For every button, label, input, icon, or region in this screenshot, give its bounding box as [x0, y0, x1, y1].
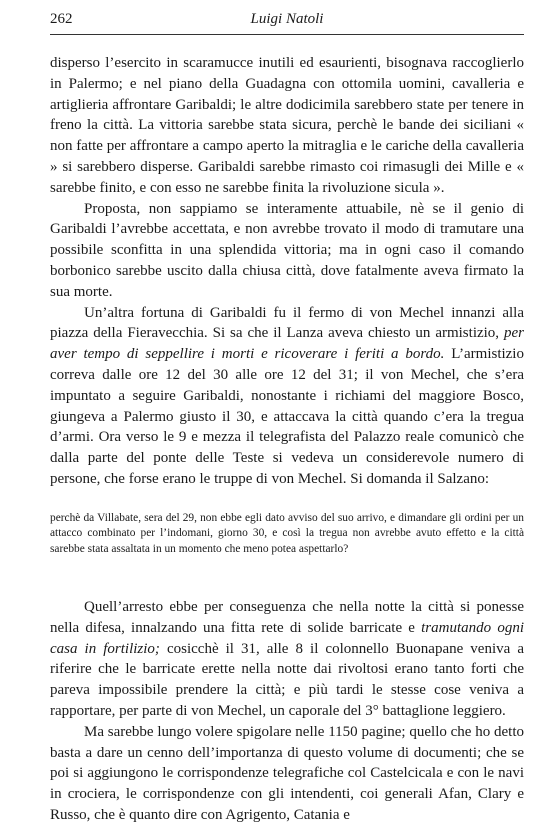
- paragraph-text: Un’altra fortuna di Garibaldi fu il fermo di von Mechel innanzi alla piazza della Fieravecchia. Si sa che il Lanza aveva chiesto un armistizio,: [50, 304, 524, 342]
- page-header: [50, 10, 524, 34]
- paragraph: Ma sarebbe lungo volere spigolare nelle 1150 pagine; quello che ho detto basta a dare un cenno dell’importanza di questo volume di documenti; che se poi si aggiungono le corrispondenze telegrafiche col Castelcicala e con le navi in crociera, le corrispondenze con gli intendenti, coi generali Afan, Clary e Russo, che è quanto dire con Agrigento, Catania e: [50, 723, 524, 823]
- header-rule: [50, 34, 524, 35]
- paragraph: [50, 597, 524, 722]
- paragraph-text: cosicchè il 31, alle 8 il colonnello Buonapane veniva a riferire che le barricate erette nella notte dai rivoltosi erano tanto forti che pareva impossibile prendere la città; e più tardi le stesse cose veniva a rapportare, per parte di von Mechel, un caporale del 3° battaglione leggiero.: [50, 640, 524, 719]
- paragraph: Proposta, non sappiamo se interamente attuabile, nè se il genio di Garibaldi l’avrebbe accettata, e non avrebbe trovato il modo di tramutare una possibile sconfitta in una splendida vittoria; ma in ogni caso il comando borbonico sarebbe uscito dalla chiusa città, dove fatalmente aveva firmato la sua morte.: [50, 200, 524, 300]
- main-text-bottom: [50, 597, 524, 826]
- paragraph-text: L’armistizio correva dalle ore 12 del 30 alle ore 12 del 31; il von Mechel, che s’era impuntato a seguire Garibaldi, nonostante i richiami del maggiore Bosco, giungeva a Palermo giusto il 30, e attaccava la città quando c’era la tregua d’armi. Ora verso le 9 e mezza il telegrafista del Palazzo reale comunicò che dalla parte del ponte delle Teste si vedeva un considerevole numero di persone, che forse erano le truppe di von Mechel. Si domanda il Salzano:: [50, 346, 524, 487]
- paragraph: [50, 303, 524, 490]
- paragraph-italic-text: tramutando ogni casa in fortilizio;: [50, 619, 524, 657]
- paragraph-italic-text: per aver tempo di seppellire i morti e ricoverare i feriti a bordo.: [50, 325, 524, 363]
- paragraph-continued: disperso l’esercito in scaramucce inutili ed esaurienti, bisognava raccoglierlo in Palermo; e nel piano della Guadagna con ottomila uomini, cavalleria e artiglieria affrontare Garibaldi; le altre dodicimila sarebbero state per tenere in freno la città. La vittoria sarebbe stata sicura, perchè le bande dei siciliani « non fatte per affrontare a campo aperto la mitraglia e le cariche della cavalleria » si sarebbero disperse. Garibaldi sarebbe rimasto coi rimasugli dei Mille e « sarebbe finito, e con esso ne sarebbe finita la rivoluzione sicula ».: [50, 55, 524, 196]
- quote-text: perchè da Villabate, sera del 29, non ebbe egli dato avviso del suo arrivo, e dimandare gli ordini per un attacco combinato per l’indomani, giorno 30, e così la tregua non avrebbe avuto effetto e la città sarebbe stata assaltata in un momento che meno potea aspettarlo?: [50, 512, 524, 555]
- main-text-top: [50, 53, 524, 490]
- paragraph-text: Quell’arresto ebbe per conseguenza che nella notte la città si ponesse nella difesa, innalzando una fitta rete di solide barricate e: [50, 599, 524, 636]
- running-title: Luigi Natoli: [250, 11, 324, 27]
- page-number: 262: [50, 11, 73, 27]
- block-quote: [50, 511, 524, 557]
